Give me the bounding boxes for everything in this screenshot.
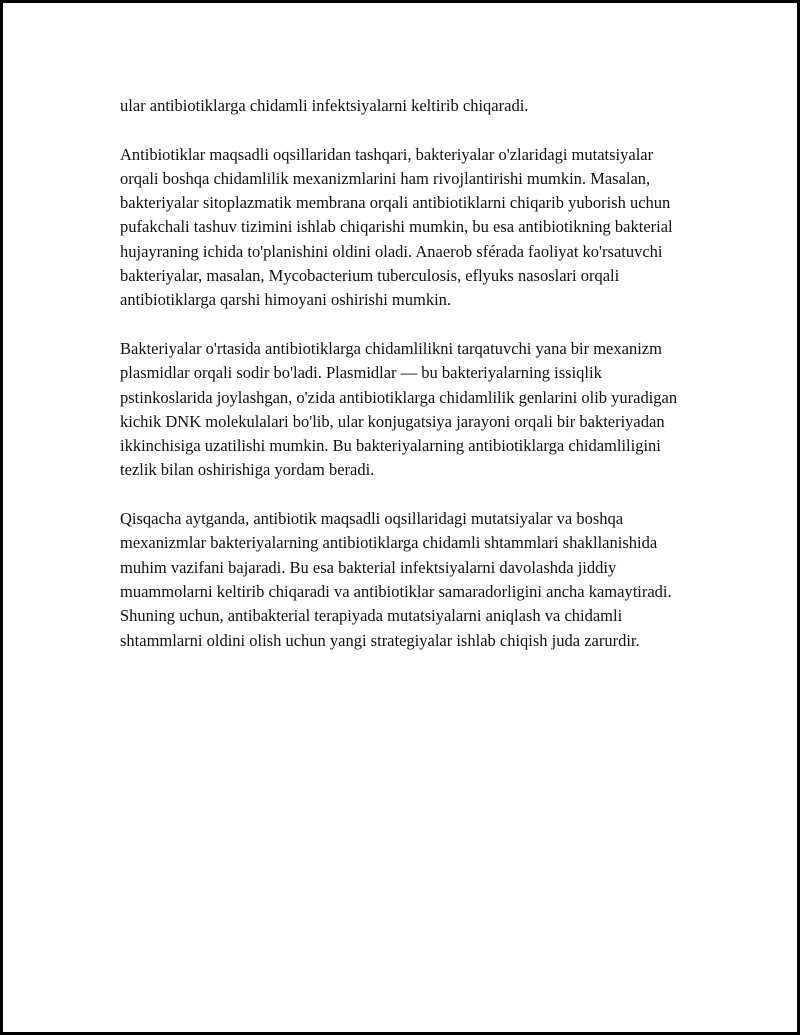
paragraph-2: Antibiotiklar maqsadli oqsillaridan tashqari, bakteriyalar o'zlaridagi mutatsiyalar orqali boshqa chidamlilik mexanizmlarini ham rivojlantirishi mumkin. Masalan, bakteriyalar sitoplazmatik membrana orqali antibiotiklarni chiqarib yuborish uchun pufakchali tashuv tizimini ishlab chiqarishi mumkin, bu esa antibiotikning bakterial hujayraning ichida to'planishini oldini oladi. Anaerob sférada faoliyat ko'rsatuvchi bakteriyalar, masalan, Mycobacterium tuberculosis, eflyuks nasoslari orqali antibiotiklarga qarshi himoyani oshirishi mumkin. — [120, 144, 673, 310]
paragraph-1: ular antibiotiklarga chidamli infektsiyalarni keltirib chiqaradi. — [120, 96, 529, 115]
document-body — [120, 94, 695, 677]
paragraph-3: Bakteriyalar o'rtasida antibiotiklarga chidamlilikni tarqatuvchi yana bir mexanizm plasmidlar orqali sodir bo'ladi. Plasmidlar — bu bakteriyalarning issiqlik pstinkoslarida joylashgan, o'zida antibiotiklarga chidamlilik genlarini olib yuradigan kichik DNK molekulalari bo'lib, ular konjugatsiya jarayoni orqali bir bakteriyadan ikkinchisiga uzatilishi mumkin. Bu bakteriyalarning antibiotiklarga chidamliligini tezlik bilan oshirishiga yordam beradi. — [120, 338, 678, 480]
paragraph-4: Qisqacha aytganda, antibiotik maqsadli oqsillaridagi mutatsiyalar va boshqa mexanizmlar bakteriyalarning antibiotiklarga chidamli shtammlari shakllanishida muhim vazifani bajaradi. Bu esa bakterial infektsiyalarni davolashda jiddiy muammolarni keltirib chiqaradi va antibiotiklar samaradorligini ancha kamaytiradi. Shuning uchun, antibakterial terapiyada mutatsiyalarni aniqlash va chidamli shtammlarni oldini olish uchun yangi strategiyalar ishlab chiqish juda zarurdir. — [120, 509, 672, 650]
